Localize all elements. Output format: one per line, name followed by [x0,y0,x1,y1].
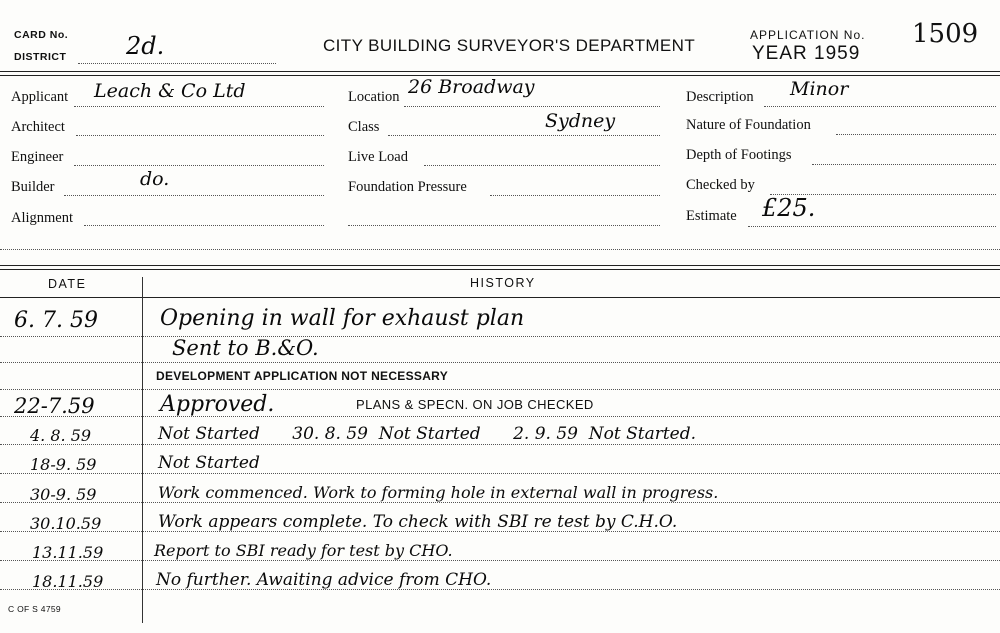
nature-of-foundation-label: Nature of Foundation [686,117,811,133]
builder-label: Builder [11,179,55,195]
row-line [0,473,1000,474]
year-label: YEAR 1959 [752,43,861,64]
applicant-label: Applicant [11,89,69,105]
application-number: 1509 [912,19,979,49]
development-stamp: DEVELOPMENT APPLICATION NOT NECESSARY [156,369,449,383]
location-label: Location [348,89,400,105]
history-entry: Not Started 30. 8. 59 Not Started 2. 9. 59 Not Started. [158,424,697,444]
history-top-rule [0,265,1000,270]
estimate-value: £25. [762,194,816,222]
history-entry: Sent to B.&O. [172,336,319,360]
history-date: 6. 7. 59 [14,308,98,333]
row-line [0,362,1000,363]
fields-bottom-dotline [0,249,1000,250]
history-entry: Opening in wall for exhaust plan [160,306,525,331]
history-entry: Work commenced. Work to forming hole in external wall in progress. [158,483,719,502]
history-date: 30-9. 59 [30,485,97,504]
architect-dotline [76,135,324,136]
depth-of-footings-dotline [812,164,996,165]
row-line [0,389,1000,390]
row-line [0,589,1000,590]
district-dotline [78,63,276,64]
class-value: Sydney [545,110,616,132]
column2-dotline [348,225,660,226]
alignment-dotline [84,225,324,226]
applicant-dotline [74,106,324,107]
checked-by-label: Checked by [686,177,755,193]
district-value: 2d. [126,32,165,60]
engineer-dotline [74,165,324,166]
nature-of-foundation-dotline [836,134,996,135]
applicant-value: Leach & Co Ltd [94,80,246,102]
history-date: 13.11.59 [32,543,104,562]
live-load-dotline [424,165,660,166]
date-column-divider [142,277,143,623]
row-line [0,502,1000,503]
engineer-label: Engineer [11,149,64,165]
application-no-label: APPLICATION No. [750,28,866,42]
description-value: Minor [790,78,849,100]
builder-dotline [64,195,324,196]
date-column-header: DATE [48,277,87,291]
plans-checked-stamp: PLANS & SPECN. ON JOB CHECKED [356,397,594,412]
history-entry: No further. Awaiting advice from CHO. [156,570,492,590]
builder-value: do. [140,168,170,190]
history-entry: Report to SBI ready for test by CHO. [154,541,453,560]
history-date: 18-9. 59 [30,455,97,474]
form-code: C OF S 4759 [8,604,61,614]
row-line [0,560,1000,561]
estimate-label: Estimate [686,208,737,224]
history-entry: Work appears complete. To check with SBI re test by C.H.O. [158,512,678,532]
history-header-rule [0,297,1000,298]
row-line [0,444,1000,445]
description-dotline [764,106,996,107]
alignment-label: Alignment [11,210,74,226]
architect-label: Architect [11,119,65,135]
foundation-pressure-label: Foundation Pressure [348,179,467,195]
class-dotline [388,135,660,136]
district-label: DISTRICT [14,51,67,63]
description-label: Description [686,89,754,105]
depth-of-footings-label: Depth of Footings [686,147,792,163]
history-date: 22-7.59 [14,394,95,418]
card-no-label: CARD No. [14,29,69,41]
row-line [0,416,1000,417]
estimate-dotline [748,226,996,227]
department-title: CITY BUILDING SURVEYOR'S DEPARTMENT [323,36,696,55]
history-entry: Approved. [160,392,275,417]
live-load-label: Live Load [348,149,408,165]
location-dotline [404,106,660,107]
class-label: Class [348,119,380,135]
location-value: 26 Broadway [408,76,535,98]
history-date: 18.11.59 [32,572,104,591]
history-entry: Not Started [158,453,260,473]
history-column-header: HISTORY [470,276,536,290]
history-date: 30.10.59 [30,514,102,533]
foundation-pressure-dotline [490,195,660,196]
row-line [0,336,1000,337]
history-date: 4. 8. 59 [30,426,92,445]
